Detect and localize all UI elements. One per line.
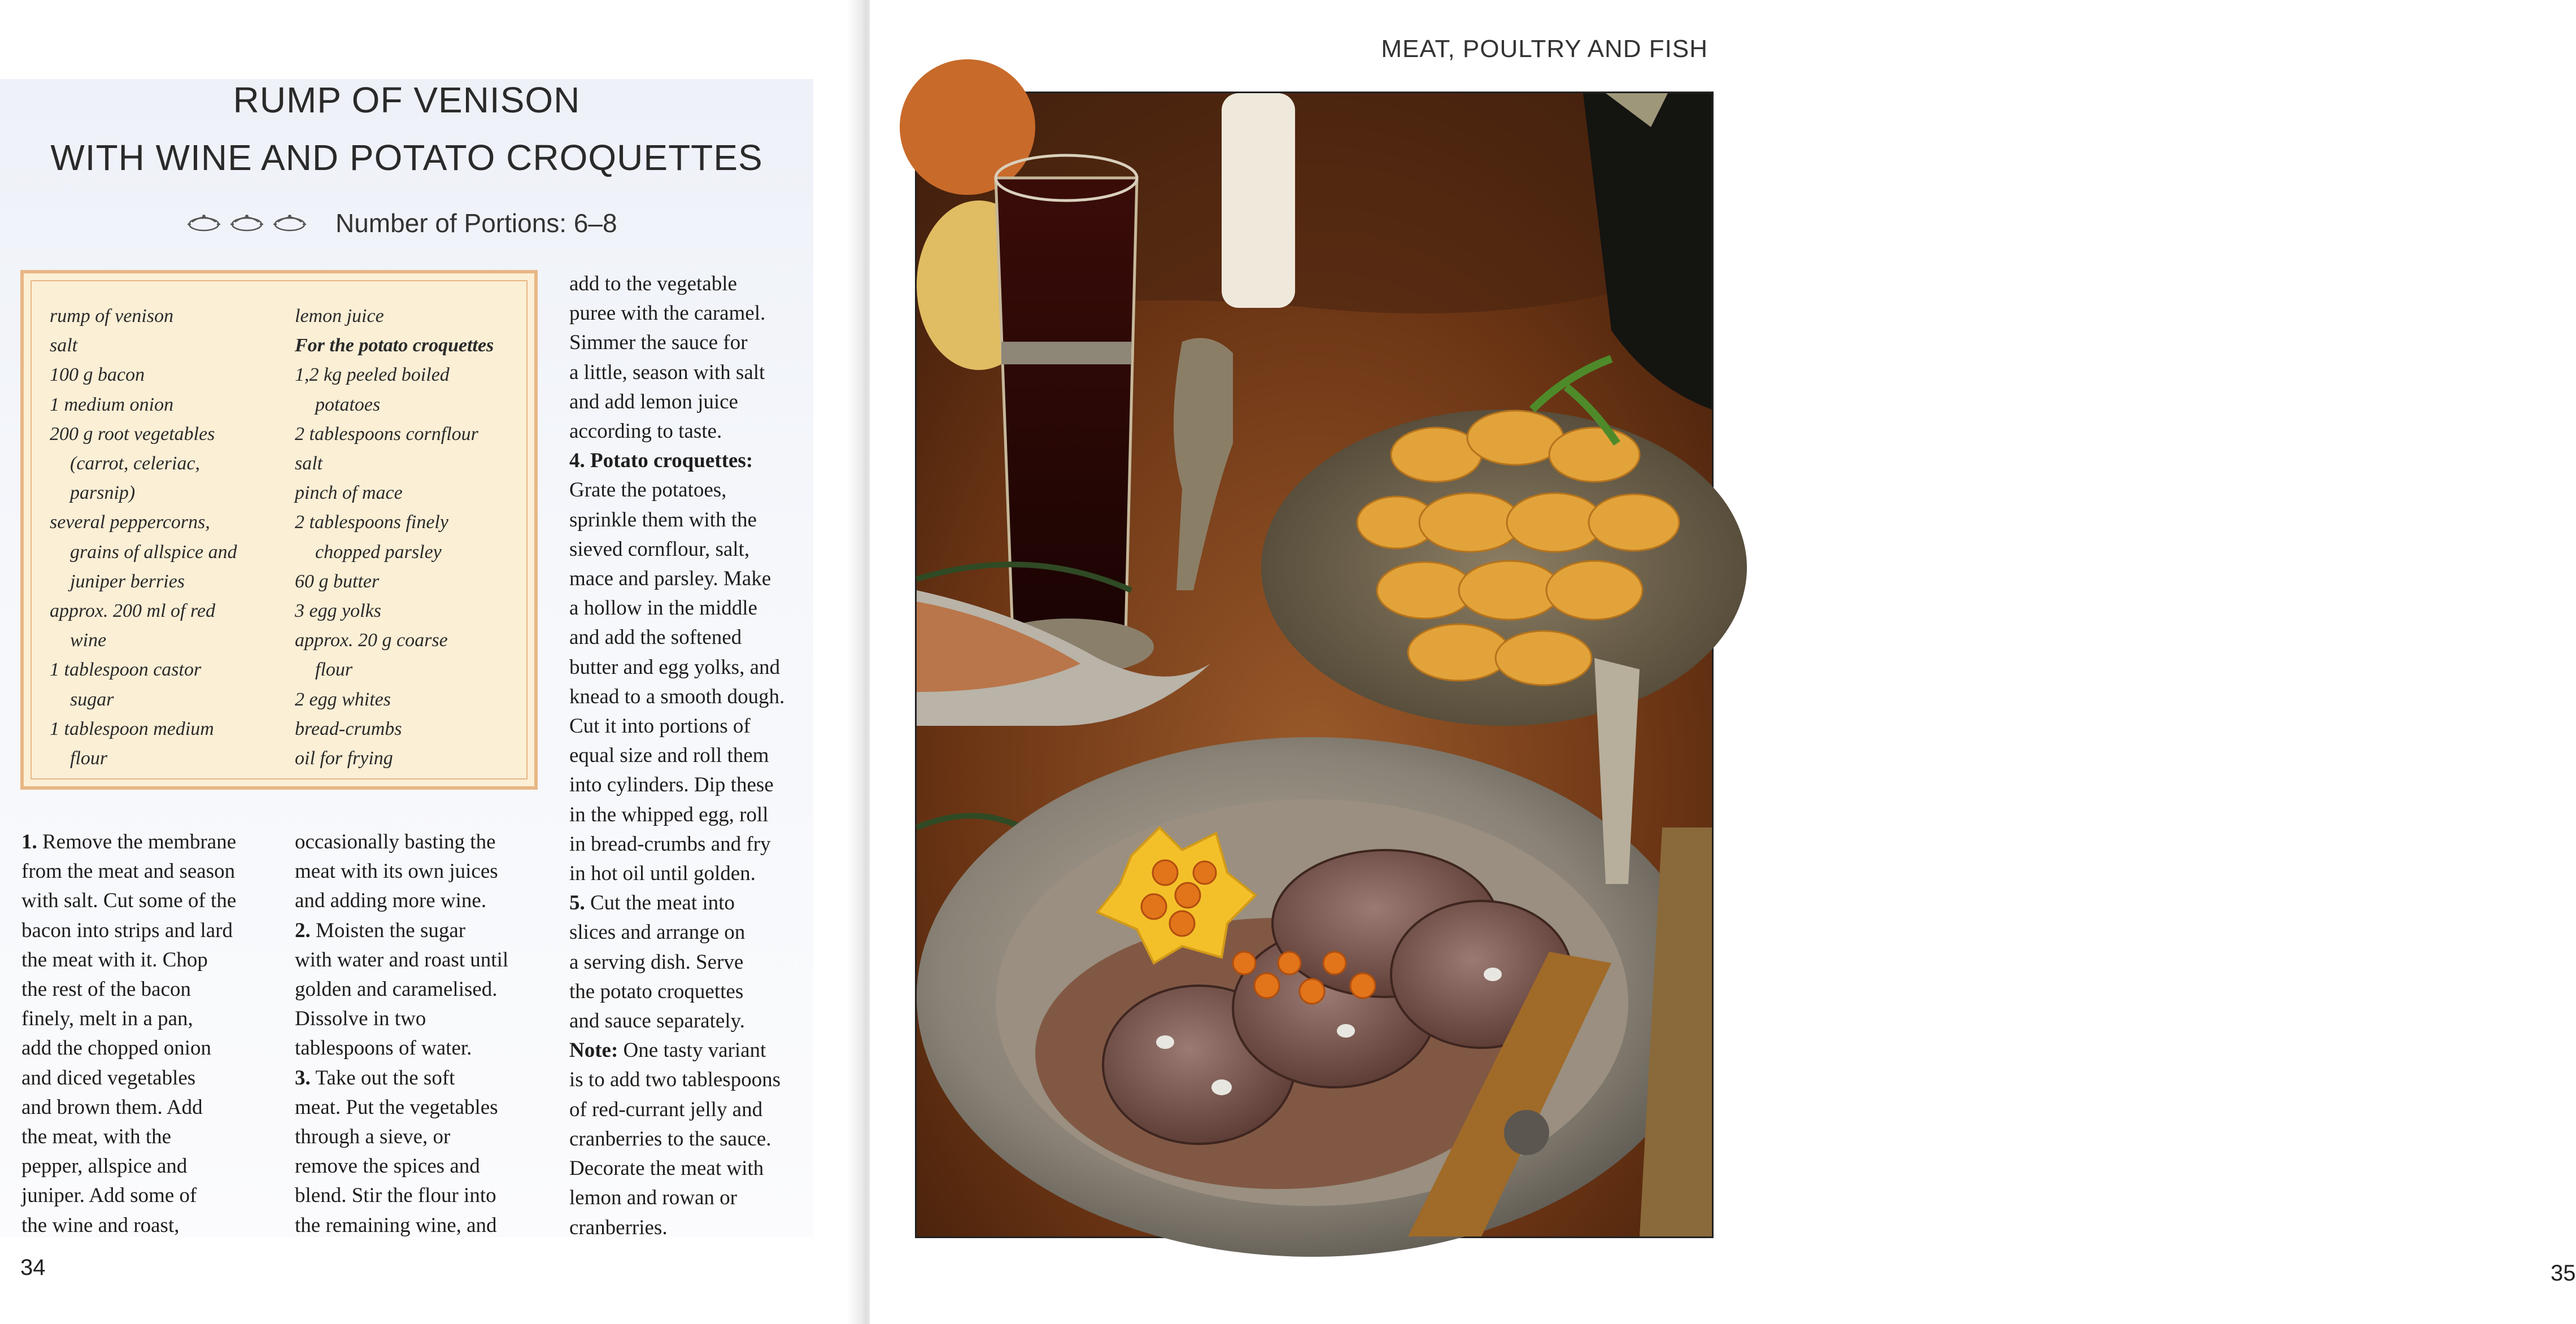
method-line: and diced vegetables	[21, 1066, 196, 1090]
method-line: in hot oil until golden.	[569, 862, 756, 886]
left-page	[0, 0, 858, 1324]
ingredient-line: pinch of mace	[295, 482, 403, 504]
step-label: 4. Potato croquettes:	[569, 449, 753, 473]
method-line: bacon into strips and lard	[21, 918, 233, 942]
method-line: the remaining wine, and	[295, 1213, 497, 1237]
ingredient-line: rump of venison	[50, 306, 174, 326]
portions-icons	[186, 211, 307, 236]
method-text: Take out the soft	[310, 1066, 455, 1090]
method-line: puree with the caramel.	[569, 302, 766, 325]
ingredient-line: sugar	[70, 689, 114, 710]
recipe-title-line1: RUMP OF VENISON	[233, 80, 581, 120]
method-column-1	[21, 828, 270, 1240]
step-label: 5.	[569, 891, 585, 915]
method-line: occasionally basting the	[295, 830, 496, 853]
method-line: tablespoons of water.	[295, 1036, 472, 1060]
method-line: meat. Put the vegetables	[295, 1095, 498, 1119]
ingredient-line: 2 tablespoons cornflour	[295, 423, 478, 445]
method-line: a hollow in the middle	[569, 596, 757, 620]
ingredient-line: oil for frying	[295, 748, 393, 769]
method-line: and sauce separately.	[569, 1009, 745, 1033]
method-text: Remove the membrane	[37, 830, 237, 853]
step-label: 3.	[295, 1066, 311, 1090]
recipe-title-line2: WITH WINE AND POTATO CROQUETTES	[50, 137, 763, 178]
method-line: the wine and roast,	[21, 1213, 180, 1237]
ingredient-line: salt	[50, 335, 78, 356]
ingredient-line: 200 g root vegetables	[50, 423, 215, 445]
note-label: Note:	[569, 1039, 618, 1062]
method-line: and add the softened	[569, 626, 742, 650]
method-line: into cylinders. Dip these	[569, 773, 774, 797]
ingredient-line: 60 g butter	[295, 570, 380, 592]
method-line: the meat, with the	[21, 1125, 172, 1149]
step-label: 1.	[21, 830, 37, 853]
method-line: Grate the potatoes,	[569, 478, 727, 502]
method-line: in bread-crumbs and fry	[569, 832, 771, 856]
method-line: from the meat and season	[21, 860, 236, 883]
method-text: Cut the meat into	[585, 891, 735, 915]
method-line	[569, 889, 818, 918]
method-line: and brown them. Add	[21, 1095, 203, 1119]
method-line: equal size and roll them	[569, 744, 769, 768]
method-line: the rest of the bacon	[21, 978, 191, 1001]
ingredient-line: 100 g bacon	[50, 364, 145, 386]
method-line: lemon and rowan or	[569, 1186, 737, 1210]
method-line: add the chopped onion	[21, 1036, 211, 1060]
method-line: is to add two tablespoons	[569, 1068, 781, 1092]
step-label: 2.	[295, 918, 311, 942]
ingredients-column-2	[295, 302, 526, 773]
ingredient-line: 2 tablespoons finely	[295, 512, 448, 533]
method-line: finely, melt in a pan,	[21, 1007, 193, 1031]
method-line: Dissolve in two	[295, 1007, 426, 1031]
food-photo-illustration	[917, 93, 1712, 1236]
method-text: One tasty variant	[618, 1039, 766, 1062]
method-line: mace and parsley. Make	[569, 567, 772, 591]
method-line: meat with its own juices	[295, 860, 498, 883]
method-column-2	[295, 828, 543, 1240]
pot-icon	[186, 211, 221, 236]
portions-text: Number of Portions: 6–8	[335, 208, 617, 238]
ingredient-line: 3 egg yolks	[295, 600, 381, 622]
method-line: sieved cornflour, salt,	[569, 537, 750, 561]
method-line: and adding more wine.	[295, 889, 487, 913]
ingredient-line: approx. 20 g coarse	[295, 630, 448, 651]
method-line: and add lemon juice	[569, 390, 738, 413]
method-line: the meat with it. Chop	[21, 948, 208, 972]
ingredient-line: 1 tablespoon medium	[50, 718, 214, 739]
method-line: butter and egg yolks, and	[569, 655, 780, 679]
method-line: add to the vegetable	[569, 272, 737, 295]
method-line: with salt. Cut some of the	[21, 889, 237, 913]
right-page	[870, 0, 2576, 1324]
method-line: with water and roast until	[295, 948, 509, 972]
ingredients-column-1	[50, 302, 281, 773]
ingredient-line: 1,2 kg peeled boiled	[295, 364, 450, 386]
page-number-right: 35	[2551, 1261, 2576, 1286]
ingredient-line: approx. 200 ml of red	[50, 600, 216, 622]
ingredient-line: salt	[295, 453, 323, 474]
ingredient-line: several peppercorns,	[50, 512, 210, 533]
ingredient-line: bread-crumbs	[295, 718, 402, 739]
method-line: the potato croquettes	[569, 979, 744, 1003]
method-line: a serving dish. Serve	[569, 950, 744, 974]
method-line: cranberries to the sauce.	[569, 1127, 772, 1151]
ingredient-line: chopped parsley	[315, 541, 442, 563]
method-line: according to taste.	[569, 420, 722, 443]
ingredient-line: juniper berries	[70, 570, 185, 592]
ingredient-line: flour	[315, 659, 353, 681]
method-line: in the whipped egg, roll	[569, 803, 769, 826]
ingredient-line: parsnip)	[70, 482, 136, 504]
food-photo	[915, 92, 1714, 1238]
portions-row	[186, 203, 617, 243]
method-line: slices and arrange on	[569, 921, 746, 944]
ingredients-box	[20, 270, 538, 790]
pot-icon	[272, 211, 307, 236]
ingredient-line: (carrot, celeriac,	[70, 453, 200, 474]
pot-icon	[229, 211, 264, 236]
method-line: Simmer the sauce for	[569, 331, 748, 355]
ingredient-subheading: For the potato croquettes	[295, 335, 494, 356]
method-line: juniper. Add some of	[21, 1184, 197, 1208]
method-line: of red-currant jelly and	[569, 1097, 763, 1121]
method-line: remove the spices and	[295, 1155, 480, 1178]
ingredient-line: 1 tablespoon castor	[50, 659, 202, 681]
page-number-left: 34	[20, 1255, 46, 1280]
ingredient-line: lemon juice	[295, 306, 384, 326]
method-line: sprinkle them with the	[569, 508, 757, 532]
ingredient-line: 2 egg whites	[295, 689, 391, 710]
ingredient-line: wine	[70, 630, 107, 651]
method-text: Moisten the sugar	[310, 918, 466, 942]
method-line	[295, 916, 543, 946]
ingredient-line: 1 medium onion	[50, 394, 174, 415]
method-line: blend. Stir the flour into	[295, 1184, 496, 1208]
method-line: Decorate the meat with	[569, 1157, 764, 1181]
ingredient-line: flour	[70, 748, 108, 769]
method-line: a little, season with salt	[569, 360, 765, 384]
method-line: pepper, allspice and	[21, 1155, 188, 1178]
method-line: cranberries.	[569, 1216, 668, 1239]
ingredient-line: grains of allspice and	[70, 541, 237, 563]
method-column-3	[569, 269, 818, 1243]
method-line	[295, 1064, 543, 1093]
method-line: knead to a smooth dough.	[569, 685, 785, 708]
running-head: MEAT, POULTRY AND FISH	[1381, 35, 1708, 63]
method-line	[569, 1036, 818, 1065]
ingredient-line: potatoes	[315, 394, 381, 415]
method-line: through a sieve, or	[295, 1125, 451, 1149]
method-line: golden and caramelised.	[295, 978, 498, 1001]
method-line	[569, 446, 818, 476]
method-line: Cut it into portions of	[569, 715, 751, 738]
method-line	[21, 828, 270, 857]
